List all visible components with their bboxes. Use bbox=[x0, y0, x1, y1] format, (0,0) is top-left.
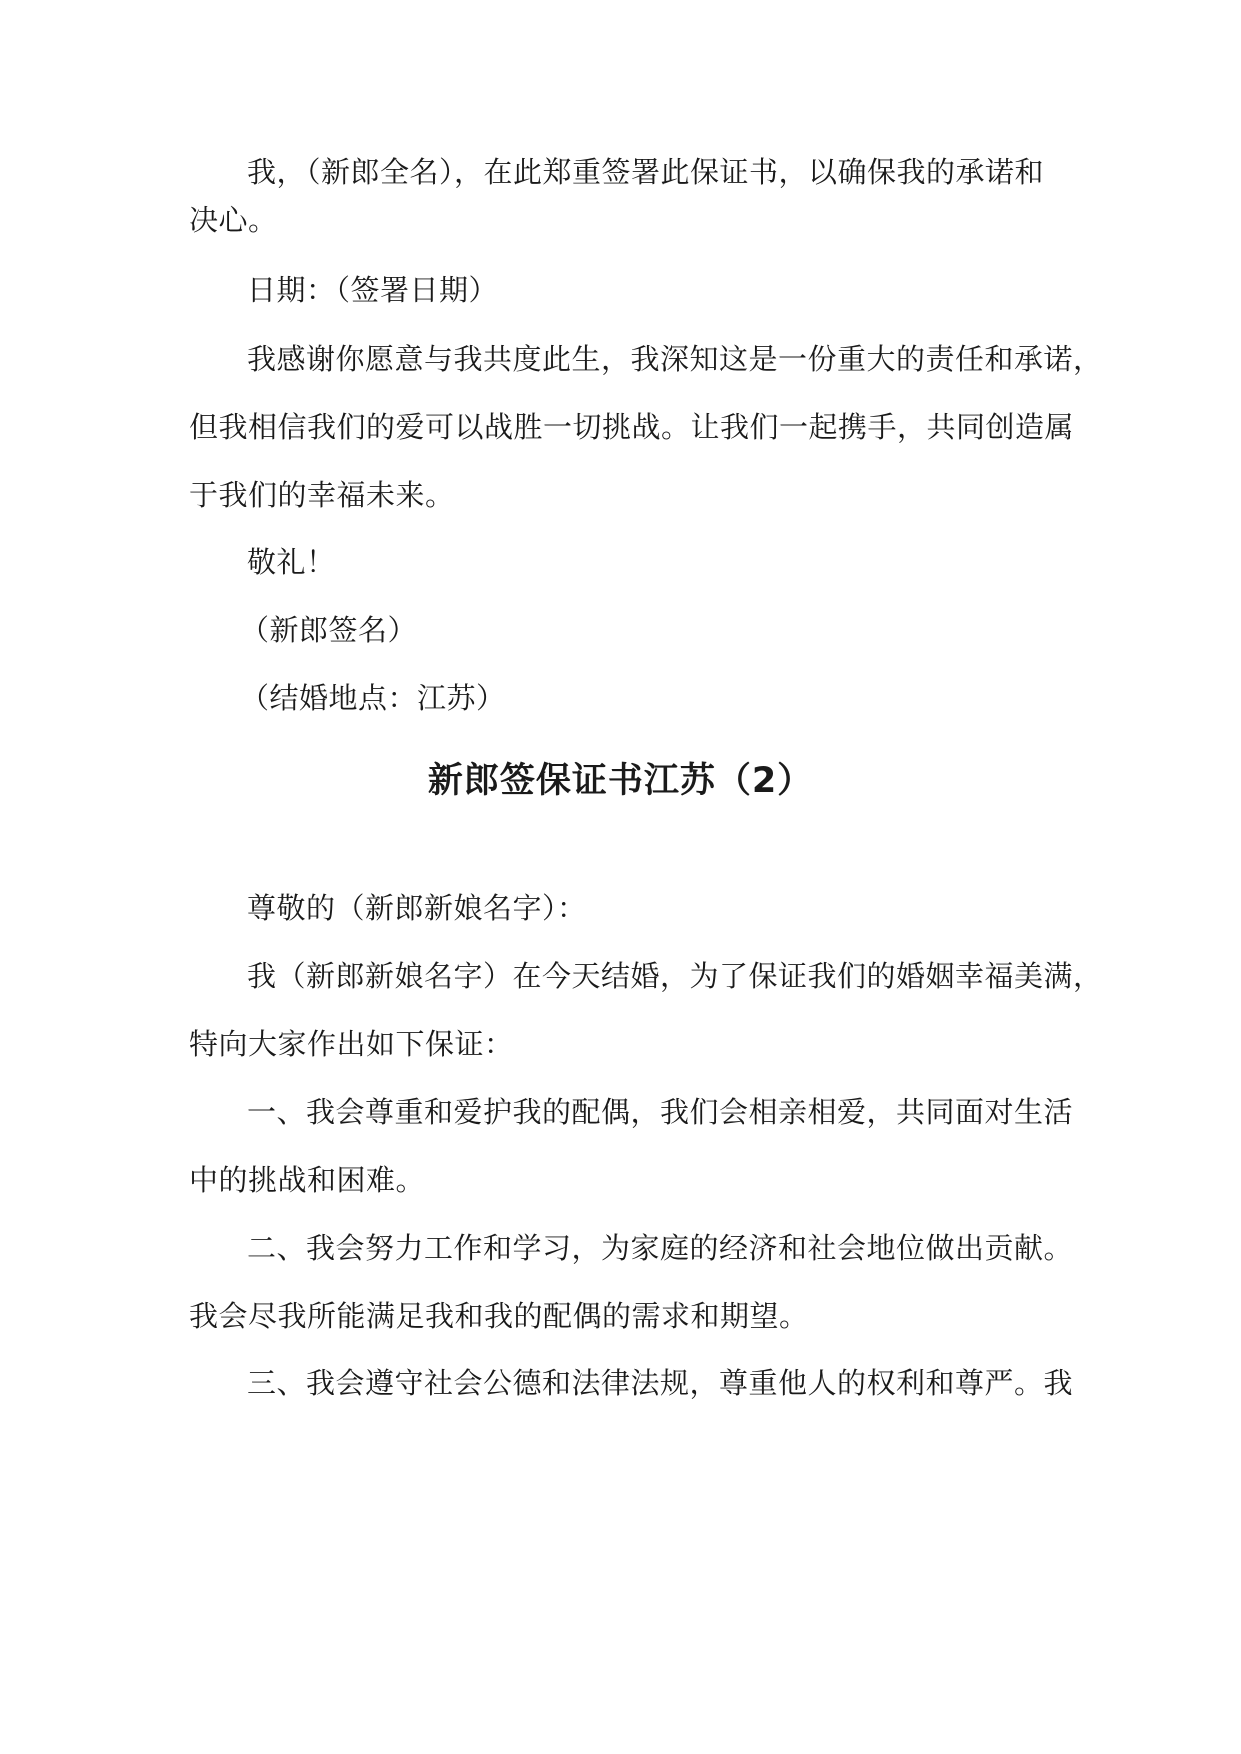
promise-1-line-2: 中的挑战和困难。 bbox=[189, 1163, 426, 1197]
date-line: 日期：（签署日期） bbox=[247, 273, 499, 307]
pledge-line-1: 我，（新郎全名），在此郑重签署此保证书，以确保我的承诺和 bbox=[247, 155, 1045, 189]
salutation: 尊敬的（新郎新娘名字）： bbox=[247, 891, 587, 925]
promise-2-line-1: 二、我会努力工作和学习，为家庭的经济和社会地位做出贡献。 bbox=[247, 1231, 1074, 1265]
thanks-line-3: 于我们的幸福未来。 bbox=[189, 478, 455, 512]
pledge-line-2: 决心。 bbox=[189, 203, 278, 237]
promise-2-line-2: 我会尽我所能满足我和我的配偶的需求和期望。 bbox=[189, 1299, 809, 1333]
thanks-line-1: 我感谢你愿意与我共度此生，我深知这是一份重大的责任和承诺， bbox=[247, 342, 1103, 376]
thanks-line-2: 但我相信我们的爱可以战胜一切挑战。让我们一起携手，共同创造属 bbox=[189, 410, 1075, 444]
groom-signature: （新郎签名） bbox=[240, 613, 418, 647]
promise-3-line-1: 三、我会遵守社会公德和法律法规，尊重他人的权利和尊严。我 bbox=[247, 1366, 1074, 1400]
closing-salute: 敬礼！ bbox=[247, 545, 336, 579]
wedding-location: （结婚地点：江苏） bbox=[240, 681, 506, 715]
section-title: 新郎签保证书江苏（2） bbox=[427, 761, 814, 801]
intro-line-1: 我（新郎新娘名字）在今天结婚，为了保证我们的婚姻幸福美满， bbox=[247, 959, 1103, 993]
promise-1-line-1: 一、我会尊重和爱护我的配偶，我们会相亲相爱，共同面对生活 bbox=[247, 1095, 1074, 1129]
intro-line-2: 特向大家作出如下保证： bbox=[189, 1027, 514, 1061]
